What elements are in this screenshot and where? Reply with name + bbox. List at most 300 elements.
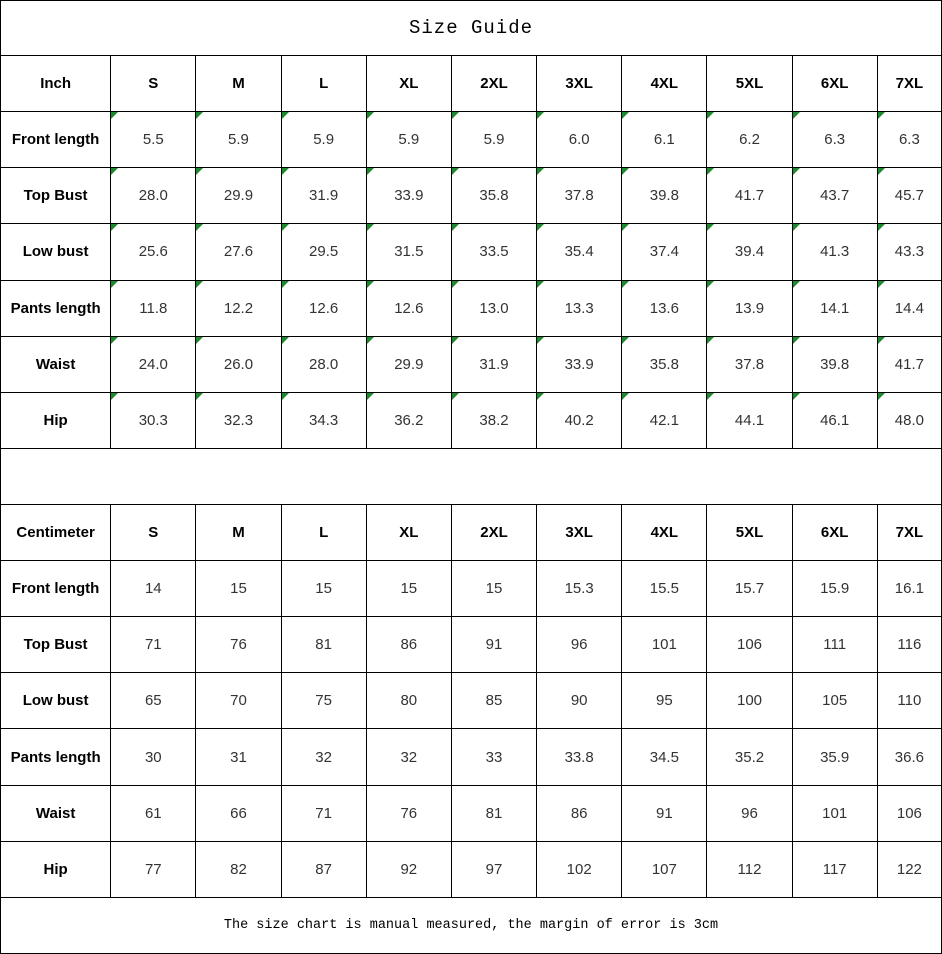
cell-value: 101 — [651, 636, 677, 654]
cell-value: 45.7 — [894, 187, 924, 205]
value-cell — [877, 224, 941, 280]
cell-value: 15 — [315, 580, 332, 598]
cell-value: 105 — [822, 692, 848, 710]
cell-value: 96 — [741, 804, 758, 822]
cell-value: 81 — [315, 636, 332, 654]
cell-value: 29.9 — [223, 187, 254, 205]
size-header-cell: XL — [366, 56, 451, 112]
value-cell — [281, 729, 366, 785]
value-cell — [196, 841, 281, 897]
table-row — [1, 280, 942, 336]
cell-value: 95 — [655, 692, 673, 710]
value-cell — [451, 785, 536, 841]
value-cell — [537, 617, 622, 673]
cell-value: 97 — [485, 860, 503, 878]
green-corner-marker-icon — [793, 168, 800, 175]
cell-value: 111 — [823, 636, 847, 654]
table-row — [1, 168, 942, 224]
cell-value: 15.5 — [649, 580, 679, 598]
row-label-cell: Front length — [1, 112, 111, 168]
row-label-cell: Waist — [1, 336, 111, 392]
value-cell — [792, 280, 877, 336]
cell-value: 65 — [144, 692, 162, 710]
value-cell — [366, 673, 451, 729]
cell-value: 41.3 — [820, 243, 850, 261]
cell-value: 43.3 — [894, 243, 924, 261]
cell-value: 107 — [651, 860, 677, 878]
green-corner-marker-icon — [196, 112, 203, 119]
cell-value: 6.3 — [824, 131, 846, 149]
green-corner-marker-icon — [622, 393, 629, 400]
cell-value: 43.7 — [820, 187, 850, 205]
cell-value: 35.4 — [564, 243, 594, 261]
value-cell — [451, 673, 536, 729]
value-cell — [792, 561, 877, 617]
value-cell — [451, 112, 536, 168]
value-cell — [366, 392, 451, 448]
value-cell — [877, 561, 941, 617]
cell-value: 12.6 — [394, 299, 424, 317]
green-corner-marker-icon — [793, 112, 800, 119]
value-cell — [366, 841, 451, 897]
value-cell — [366, 112, 451, 168]
value-cell — [537, 392, 622, 448]
value-cell — [281, 841, 366, 897]
value-cell — [792, 392, 877, 448]
value-cell — [366, 280, 451, 336]
cell-value: 26.0 — [223, 355, 254, 373]
cell-value: 35.8 — [649, 355, 679, 373]
value-cell — [622, 729, 707, 785]
green-corner-marker-icon — [452, 281, 459, 288]
value-cell — [877, 336, 941, 392]
value-cell — [877, 392, 941, 448]
table-row — [1, 224, 942, 280]
green-corner-marker-icon — [196, 281, 203, 288]
value-cell — [196, 617, 281, 673]
green-corner-marker-icon — [367, 168, 374, 175]
cell-value: 5.9 — [313, 131, 335, 149]
cell-value: 5.9 — [398, 131, 420, 149]
cell-value: 15.3 — [564, 580, 594, 598]
value-cell — [281, 392, 366, 448]
size-header-cell: 3XL — [537, 505, 622, 561]
green-corner-marker-icon — [707, 168, 714, 175]
value-cell — [451, 617, 536, 673]
value-cell — [792, 224, 877, 280]
cell-value: 34.3 — [309, 411, 339, 429]
spacer-row — [1, 448, 942, 504]
cell-value: 122 — [896, 860, 922, 878]
value-cell — [622, 841, 707, 897]
cell-value: 96 — [570, 636, 588, 654]
value-cell — [366, 785, 451, 841]
cell-value: 12.2 — [223, 299, 254, 317]
value-cell — [451, 392, 536, 448]
value-cell — [622, 224, 707, 280]
value-cell — [792, 729, 877, 785]
value-cell — [196, 224, 281, 280]
value-cell — [707, 785, 792, 841]
cell-value: 86 — [400, 636, 418, 654]
cell-value: 37.4 — [649, 243, 679, 261]
green-corner-marker-icon — [878, 112, 885, 119]
table-row — [1, 785, 942, 841]
value-cell — [537, 336, 622, 392]
size-header-cell: 5XL — [707, 56, 792, 112]
spacer-cell — [1, 448, 942, 504]
value-cell — [537, 224, 622, 280]
value-cell — [537, 673, 622, 729]
value-cell — [537, 785, 622, 841]
row-label-cell: Hip — [1, 392, 111, 448]
green-corner-marker-icon — [793, 224, 800, 231]
value-cell — [451, 561, 536, 617]
value-cell — [622, 112, 707, 168]
cell-value: 76 — [230, 636, 247, 654]
row-label-cell: Front length — [1, 561, 111, 617]
table-row — [1, 112, 942, 168]
cell-value: 87 — [315, 860, 332, 878]
cell-value: 14 — [144, 580, 162, 598]
green-corner-marker-icon — [282, 337, 289, 344]
size-header-row — [1, 505, 942, 561]
value-cell — [196, 561, 281, 617]
size-header-cell: 3XL — [537, 56, 622, 112]
table-row — [1, 617, 942, 673]
value-cell — [366, 336, 451, 392]
green-corner-marker-icon — [111, 112, 118, 119]
value-cell — [281, 112, 366, 168]
table-row — [1, 392, 942, 448]
value-cell — [877, 841, 941, 897]
green-corner-marker-icon — [196, 393, 203, 400]
value-cell — [792, 168, 877, 224]
unit-header-cell: Centimeter — [1, 505, 111, 561]
value-cell — [196, 785, 281, 841]
green-corner-marker-icon — [111, 168, 118, 175]
green-corner-marker-icon — [707, 393, 714, 400]
value-cell — [707, 841, 792, 897]
footer-row — [1, 897, 942, 953]
cell-value: 25.6 — [138, 243, 168, 261]
value-cell — [281, 224, 366, 280]
value-cell — [366, 617, 451, 673]
cell-value: 30.3 — [138, 411, 168, 429]
value-cell — [792, 785, 877, 841]
green-corner-marker-icon — [878, 168, 885, 175]
cell-value: 76 — [400, 804, 418, 822]
value-cell — [707, 392, 792, 448]
value-cell — [537, 280, 622, 336]
table-row — [1, 336, 942, 392]
page-title: Size Guide — [1, 1, 942, 56]
green-corner-marker-icon — [622, 224, 629, 231]
value-cell — [707, 224, 792, 280]
table-row — [1, 729, 942, 785]
green-corner-marker-icon — [452, 112, 459, 119]
cell-value: 116 — [897, 636, 922, 654]
green-corner-marker-icon — [111, 337, 118, 344]
row-label-cell: Low bust — [1, 224, 111, 280]
green-corner-marker-icon — [793, 393, 800, 400]
cell-value: 48.0 — [894, 411, 924, 429]
cell-value: 106 — [896, 804, 922, 822]
green-corner-marker-icon — [196, 337, 203, 344]
value-cell — [281, 673, 366, 729]
value-cell — [451, 841, 536, 897]
green-corner-marker-icon — [707, 112, 714, 119]
green-corner-marker-icon — [622, 337, 629, 344]
value-cell — [281, 785, 366, 841]
cell-value: 31 — [230, 748, 247, 766]
value-cell — [196, 392, 281, 448]
row-label-cell: Waist — [1, 785, 111, 841]
value-cell — [792, 112, 877, 168]
row-label-cell: Pants length — [1, 280, 111, 336]
cell-value: 106 — [736, 636, 763, 654]
value-cell — [707, 336, 792, 392]
green-corner-marker-icon — [622, 112, 629, 119]
cell-value: 29.9 — [394, 355, 424, 373]
green-corner-marker-icon — [878, 224, 885, 231]
cell-value: 92 — [400, 860, 418, 878]
size-header-cell: M — [196, 56, 281, 112]
value-cell — [111, 112, 196, 168]
value-cell — [707, 112, 792, 168]
value-cell — [281, 617, 366, 673]
green-corner-marker-icon — [452, 337, 459, 344]
cell-value: 70 — [230, 692, 247, 710]
cell-value: 117 — [822, 860, 847, 878]
value-cell — [792, 841, 877, 897]
cell-value: 32 — [315, 748, 332, 766]
value-cell — [792, 617, 877, 673]
value-cell — [281, 336, 366, 392]
value-cell — [111, 336, 196, 392]
cell-value: 12.6 — [309, 299, 339, 317]
value-cell — [366, 561, 451, 617]
cell-value: 81 — [485, 804, 503, 822]
size-header-cell: 7XL — [877, 56, 941, 112]
value-cell — [707, 673, 792, 729]
cell-value: 13.9 — [734, 299, 765, 317]
cell-value: 38.2 — [479, 411, 509, 429]
green-corner-marker-icon — [196, 224, 203, 231]
value-cell — [111, 224, 196, 280]
cell-value: 13.3 — [564, 299, 594, 317]
cell-value: 35.9 — [820, 748, 850, 766]
cell-value: 15.9 — [820, 580, 850, 598]
green-corner-marker-icon — [537, 168, 544, 175]
green-corner-marker-icon — [707, 224, 714, 231]
cell-value: 39.4 — [734, 243, 765, 261]
spacer-section — [1, 448, 942, 504]
green-corner-marker-icon — [452, 168, 459, 175]
cell-value: 32 — [400, 748, 418, 766]
value-cell — [707, 561, 792, 617]
green-corner-marker-icon — [537, 224, 544, 231]
cell-value: 33.9 — [394, 187, 424, 205]
table-row — [1, 673, 942, 729]
cell-value: 71 — [315, 804, 332, 822]
title-row — [1, 1, 942, 56]
cell-value: 91 — [655, 804, 673, 822]
cell-value: 14.4 — [894, 299, 924, 317]
size-header-cell: 7XL — [877, 505, 941, 561]
green-corner-marker-icon — [282, 281, 289, 288]
value-cell — [196, 336, 281, 392]
value-cell — [537, 561, 622, 617]
row-label-cell: Top Bust — [1, 168, 111, 224]
cell-value: 77 — [144, 860, 162, 878]
value-cell — [877, 785, 941, 841]
value-cell — [707, 280, 792, 336]
unit-header-cell: Inch — [1, 56, 111, 112]
cell-value: 33.5 — [479, 243, 509, 261]
value-cell — [451, 336, 536, 392]
green-corner-marker-icon — [878, 281, 885, 288]
value-cell — [196, 729, 281, 785]
size-header-cell: L — [281, 56, 366, 112]
value-cell — [196, 112, 281, 168]
cell-value: 5.9 — [483, 131, 505, 149]
cell-value: 30 — [144, 748, 162, 766]
cell-value: 36.2 — [394, 411, 424, 429]
cell-value: 5.9 — [228, 131, 249, 149]
row-label-cell: Top Bust — [1, 617, 111, 673]
green-corner-marker-icon — [111, 224, 118, 231]
size-header-cell: S — [111, 505, 196, 561]
green-corner-marker-icon — [622, 281, 629, 288]
footer-section — [1, 897, 942, 953]
green-corner-marker-icon — [367, 337, 374, 344]
cell-value: 33 — [485, 748, 503, 766]
green-corner-marker-icon — [707, 337, 714, 344]
cell-value: 42.1 — [649, 411, 679, 429]
size-header-cell: XL — [366, 505, 451, 561]
value-cell — [877, 617, 941, 673]
cell-value: 15.7 — [734, 580, 765, 598]
cell-value: 6.1 — [653, 131, 675, 149]
green-corner-marker-icon — [452, 393, 459, 400]
cell-value: 37.8 — [564, 187, 594, 205]
value-cell — [196, 673, 281, 729]
value-cell — [622, 336, 707, 392]
cell-value: 41.7 — [894, 355, 924, 373]
value-cell — [366, 729, 451, 785]
cell-value: 29.5 — [309, 243, 339, 261]
cell-value: 24.0 — [138, 355, 168, 373]
cell-value: 33.8 — [564, 748, 594, 766]
cell-value: 15 — [485, 580, 503, 598]
green-corner-marker-icon — [537, 337, 544, 344]
green-corner-marker-icon — [367, 112, 374, 119]
cell-value: 14.1 — [820, 299, 850, 317]
value-cell — [622, 673, 707, 729]
value-cell — [366, 224, 451, 280]
cell-value: 85 — [485, 692, 503, 710]
cell-value: 91 — [485, 636, 503, 654]
cell-value: 36.6 — [894, 748, 924, 766]
value-cell — [111, 280, 196, 336]
cell-value: 32.3 — [223, 411, 254, 429]
cell-value: 31.9 — [479, 355, 509, 373]
row-label-cell: Low bust — [1, 673, 111, 729]
cell-value: 28.0 — [138, 187, 168, 205]
cell-value: 6.0 — [568, 131, 590, 149]
cell-value: 11.8 — [139, 299, 168, 317]
green-corner-marker-icon — [537, 393, 544, 400]
green-corner-marker-icon — [282, 393, 289, 400]
cell-value: 33.9 — [564, 355, 594, 373]
value-cell — [196, 168, 281, 224]
cell-value: 66 — [230, 804, 247, 822]
green-corner-marker-icon — [537, 281, 544, 288]
cell-value: 102 — [566, 860, 592, 878]
value-cell — [622, 280, 707, 336]
size-header-cell: S — [111, 56, 196, 112]
value-cell — [281, 280, 366, 336]
row-label-cell: Hip — [1, 841, 111, 897]
cell-value: 75 — [315, 692, 332, 710]
size-header-cell: 6XL — [792, 505, 877, 561]
title-section — [1, 1, 942, 56]
size-header-cell: 4XL — [622, 505, 707, 561]
value-cell — [537, 168, 622, 224]
value-cell — [111, 841, 196, 897]
value-cell — [707, 617, 792, 673]
cell-value: 31.5 — [394, 243, 424, 261]
cell-value: 71 — [144, 636, 162, 654]
value-cell — [877, 673, 941, 729]
cell-value: 15 — [400, 580, 418, 598]
cell-value: 35.2 — [734, 748, 765, 766]
footer-note: The size chart is manual measured, the margin of error is 3cm — [1, 897, 942, 953]
size-header-cell: 5XL — [707, 505, 792, 561]
green-corner-marker-icon — [196, 168, 203, 175]
value-cell — [111, 729, 196, 785]
table-row — [1, 561, 942, 617]
value-cell — [366, 168, 451, 224]
value-cell — [451, 168, 536, 224]
value-cell — [111, 673, 196, 729]
size-header-cell: L — [281, 505, 366, 561]
value-cell — [111, 392, 196, 448]
cell-value: 46.1 — [820, 411, 850, 429]
green-corner-marker-icon — [537, 112, 544, 119]
value-cell — [622, 561, 707, 617]
green-corner-marker-icon — [452, 224, 459, 231]
green-corner-marker-icon — [282, 168, 289, 175]
size-header-cell: 6XL — [792, 56, 877, 112]
cell-value: 15 — [230, 580, 247, 598]
value-cell — [877, 112, 941, 168]
size-header-cell: M — [196, 505, 281, 561]
value-cell — [707, 729, 792, 785]
cell-value: 16.1 — [894, 580, 924, 598]
cell-value: 90 — [570, 692, 588, 710]
cell-value: 27.6 — [223, 243, 254, 261]
value-cell — [111, 561, 196, 617]
value-cell — [537, 112, 622, 168]
value-cell — [111, 617, 196, 673]
cell-value: 80 — [400, 692, 418, 710]
green-corner-marker-icon — [707, 281, 714, 288]
value-cell — [792, 673, 877, 729]
cell-value: 101 — [822, 804, 848, 822]
value-cell — [622, 785, 707, 841]
